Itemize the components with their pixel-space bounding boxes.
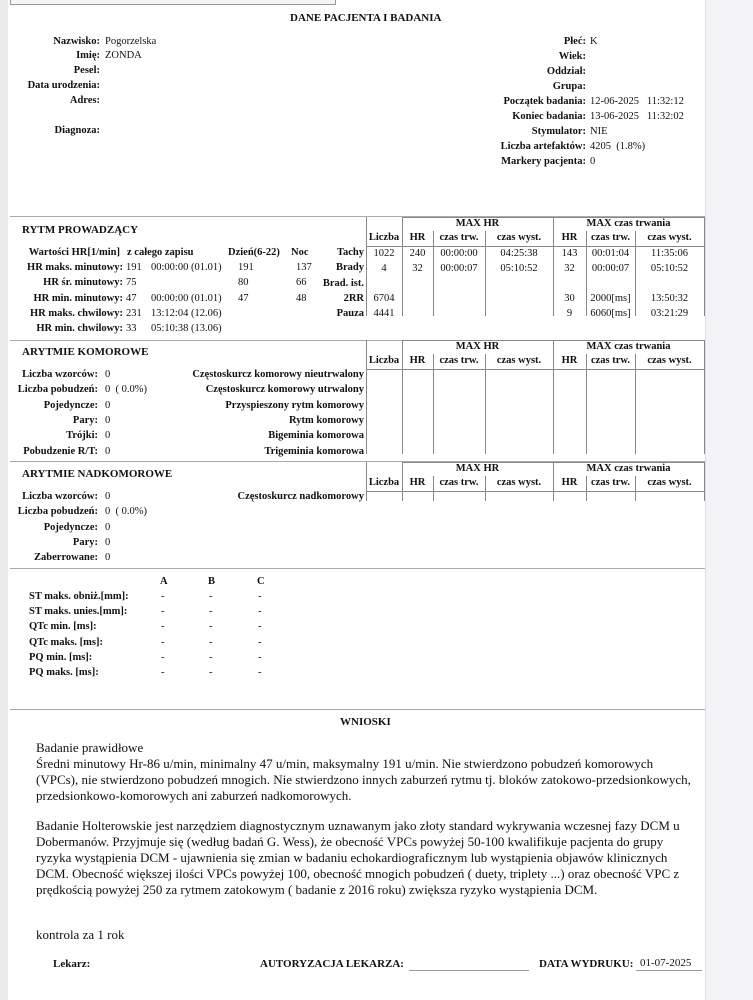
event-name: Częstoskurcz komorowy utrwalony (205, 384, 364, 396)
lead-header: C (257, 576, 265, 587)
column-header-hr: HR (409, 355, 426, 366)
arrhythmia-label: Liczba pobudzeń: (17, 384, 98, 396)
hr-value: 33 (126, 323, 137, 335)
grid-line (704, 462, 705, 501)
event-cell-liczba: 1022 (373, 248, 395, 259)
arrhythmia-label: Liczba wzorców: (22, 491, 98, 502)
column-header-hr: HR (561, 477, 578, 488)
study-field-value: 12-06-2025 11:32:12 (590, 96, 684, 107)
st-value: - (258, 667, 262, 678)
grid-line (366, 369, 704, 370)
event-cell-czas-wyst: 04:25:38 (500, 248, 538, 259)
event-name: Pauza (336, 308, 364, 320)
patient-field-label: Diagnoza: (54, 125, 100, 136)
st-value: - (258, 591, 262, 602)
conclusion-paragraph-2: Badanie Holterowskie jest narzędziem diagnostycznym uznawanym jako złoty standard wykrywania wczesnej fazy DCM u Dobermanów. Przyjmuje się (według badań G. Wess), że obecność VPCs powyżej 50-100 kwalifikuje pacjenta do grupy ryzyka wystąpienia DCM - ujawnienia się zmian w badaniu echokardiograficznym lub wystąpienia objawów klinicznych DCM. Obecność większej ilości VPCs powyżej 100, obecność mnogich pobudzeń ( duety, triplety ...) oraz obecność VPC z prędkością powyżej 250 za rytmem zatokowym ( badanie z 2016 roku) zwiększa ryzyko wystąpienia DCM. (36, 818, 680, 897)
st-row-label: QTc min. [ms]: (29, 621, 97, 633)
study-field-label: Koniec badania: (512, 111, 586, 122)
arrhythmia-label: Zaberrowane: (34, 552, 98, 564)
event-cell-czas-wyst2: 05:10:52 (650, 263, 689, 274)
arrhythmia-label: Liczba pobudzeń: (17, 506, 98, 518)
st-row-label: PQ maks. [ms]: (29, 667, 99, 678)
data-wydruku-label: DATA WYDRUKU: (539, 958, 634, 970)
st-value: - (258, 636, 262, 648)
study-field-value: 4205 (1.8%) (590, 141, 646, 152)
data-wydruku-value: 01-07-2025 (640, 957, 692, 969)
hr-night: 137 (296, 262, 312, 273)
column-header-liczba: Liczba (368, 355, 400, 366)
arrhythmia-value: 0 (105, 491, 111, 502)
st-value: - (161, 667, 165, 678)
hr-row-label: HR maks. chwilowy: (29, 307, 123, 319)
column-header-czas-trw: czas trw. (439, 477, 479, 488)
study-field-label: Wiek: (558, 51, 586, 62)
column-header-hr: HR (409, 232, 426, 243)
arrhythmia-value: 0 (105, 552, 111, 564)
hr-value: 231 (126, 307, 142, 319)
hr-time: 00:00:00 (01.01) (151, 262, 222, 273)
event-name: Brad. ist. (322, 277, 364, 289)
study-field-value: K (590, 36, 598, 47)
conclusion-line1: Badanie prawidłowe (36, 740, 144, 755)
hr-time: 13:12:04 (12.06) (151, 307, 222, 319)
section-heading-komorowe: ARYTMIE KOMOROWE (22, 346, 149, 358)
st-value: - (161, 621, 165, 633)
event-name: Brady (335, 262, 364, 274)
column-header-czas-wyst: czas wyst. (496, 477, 542, 488)
patient-field-value: Pogorzelska (105, 36, 157, 47)
event-cell-czas-trw: 00:00:07 (440, 263, 478, 274)
event-cell-czas-trw2: 2000[ms] (590, 293, 631, 304)
column-header-liczba: Liczba (368, 477, 400, 488)
hr-day: 191 (238, 262, 254, 273)
max-duration-header: MAX czas trwania (586, 341, 671, 352)
event-cell-czas-wyst2: 03:21:29 (650, 308, 689, 319)
arrhythmia-value: 0 (105, 536, 111, 548)
event-name: Przyspieszony rytm komorowy (225, 399, 364, 411)
study-field-label: Liczba artefaktów: (500, 141, 586, 152)
study-field-label: Markery pacjenta: (501, 156, 586, 167)
grid-line (704, 217, 705, 316)
st-row-label: PQ min. [ms]: (29, 651, 93, 663)
hr-day: 80 (238, 277, 249, 289)
arrhythmia-label: Pary: (72, 414, 98, 426)
hr-night: 66 (296, 277, 307, 289)
arrhythmia-label: Pary: (72, 536, 98, 548)
event-cell-hr: 240 (409, 248, 426, 259)
event-cell-czas-trw: 00:00:00 (440, 248, 478, 259)
max-hr-header: MAX HR (455, 218, 500, 229)
event-cell-liczba: 4 (381, 263, 387, 274)
arrhythmia-label: Trójki: (66, 430, 98, 442)
arrhythmia-value: 0 ( 0.0%) (105, 506, 147, 518)
autoryzacja-label: AUTORYZACJA LEKARZA: (260, 958, 404, 970)
event-cell-czas-trw2: 00:01:04 (591, 248, 630, 259)
arrhythmia-label: Liczba wzorców: (22, 369, 98, 380)
column-header-czas-wyst: czas wyst. (647, 355, 692, 366)
st-value: - (209, 651, 213, 663)
column-header-czas-trw: czas trw. (439, 232, 479, 243)
study-field-label: Grupa: (552, 81, 586, 92)
st-value: - (209, 621, 213, 633)
study-field-label: Płeć: (563, 36, 586, 47)
date-underline (636, 970, 702, 971)
column-header-czas-wyst: czas wyst. (647, 477, 692, 488)
patient-field-label: Adres: (69, 95, 100, 106)
study-field-label: Początek badania: (503, 96, 586, 107)
column-header-czas-trw: czas trw. (590, 355, 631, 366)
event-cell-czas-wyst2: 11:35:06 (651, 248, 688, 259)
event-name: Częstoskurcz komorowy nieutrwalony (192, 369, 364, 380)
patient-field-label: Imię: (76, 50, 100, 61)
grid-line (704, 340, 705, 454)
column-header-hr: HR (561, 355, 578, 366)
column-header-liczba: Liczba (368, 232, 400, 243)
event-cell-czas-trw2: 6060[ms] (590, 308, 631, 319)
column-header-czas-wyst: czas wyst. (647, 232, 692, 243)
st-row-label: QTc maks. [ms]: (29, 636, 103, 648)
arrhythmia-value: 0 (105, 445, 111, 457)
lead-header: A (160, 576, 168, 587)
hr-row-label: HR min. chwilowy: (36, 323, 123, 335)
col-header: Noc (291, 247, 309, 258)
col-header: Wartości HR[1/min] (28, 247, 120, 258)
event-name: Bigeminia komorowa (268, 430, 364, 442)
arrhythmia-value: 0 (105, 430, 111, 442)
grid-line (366, 491, 704, 492)
column-header-czas-wyst: czas wyst. (496, 355, 542, 366)
hr-day: 47 (238, 292, 249, 304)
event-cell-czas-wyst: 05:10:52 (500, 263, 538, 274)
event-name: Rytm komorowy (289, 414, 364, 426)
study-field-label: Oddział: (546, 66, 586, 77)
event-cell-hr2: 9 (566, 308, 573, 319)
col-header: z całego zapisu (127, 247, 194, 258)
event-cell-hr2: 143 (561, 248, 578, 259)
max-hr-header: MAX HR (455, 463, 500, 474)
st-value: - (161, 651, 165, 663)
st-row-label: ST maks. obniż.[mm]: (29, 591, 129, 602)
event-name: Tachy (336, 247, 364, 258)
hr-row-label: HR maks. minutowy: (27, 262, 123, 273)
patient-field-label: Nazwisko: (53, 36, 100, 47)
st-value: - (209, 667, 213, 678)
event-name: 2RR (343, 292, 364, 304)
column-header-czas-wyst: czas wyst. (496, 232, 542, 243)
hr-time: 00:00:00 (01.01) (151, 292, 222, 304)
st-value: - (161, 591, 165, 602)
divider (10, 709, 705, 710)
hr-value: 47 (126, 292, 137, 304)
column-header-hr: HR (409, 477, 426, 488)
event-cell-liczba: 4441 (373, 308, 395, 319)
arrhythmia-value: 0 (105, 521, 111, 533)
st-row-label: ST maks. unies.[mm]: (29, 606, 128, 618)
study-field-label: Stymulator: (531, 126, 586, 137)
st-value: - (258, 606, 262, 618)
grid-line (366, 246, 704, 247)
top-frame (10, 0, 336, 5)
arrhythmia-value: 0 (105, 399, 111, 411)
viewer-scroll-gutter[interactable] (705, 0, 753, 1000)
section-heading-nadkomorowe: ARYTMIE NADKOMOROWE (22, 468, 173, 480)
arrhythmia-value: 0 ( 0.0%) (105, 384, 147, 396)
conclusion-paragraph-1: Średni minutowy Hr-86 u/min, minimalny 47 u/min, maksymalny 191 u/min. Nie stwierdzono pobudzeń komorowych (VPCs), nie stwierdzono pobudzeń mnogich. Nie stwierdzono innych zaburzeń rytmu tj. bloków zatokowo-przedsionkowych, przedsionkowo-komorowych ani zaburzeń nadkomorowych. (36, 756, 691, 803)
st-value: - (258, 621, 262, 633)
divider (10, 568, 705, 569)
max-hr-header: MAX HR (455, 341, 500, 352)
event-name: Trigeminia komorowa (264, 445, 364, 457)
arrhythmia-label: Pobudzenie R/T: (23, 445, 98, 457)
arrhythmia-value: 0 (105, 369, 111, 380)
study-field-value: 13-06-2025 11:32:02 (590, 111, 684, 122)
event-cell-liczba: 6704 (373, 293, 395, 304)
column-header-czas-trw: czas trw. (439, 355, 479, 366)
patient-field-label: Pesel: (73, 65, 100, 76)
section-heading-rytm: RYTM PROWADZĄCY (22, 224, 139, 236)
st-value: - (209, 591, 213, 602)
hr-value: 191 (126, 262, 142, 273)
max-duration-header: MAX czas trwania (586, 218, 671, 229)
patient-field-value: ZONDA (105, 50, 142, 61)
event-cell-czas-wyst2: 13:50:32 (650, 293, 689, 304)
event-cell-czas-trw2: 00:00:07 (591, 263, 630, 274)
study-field-value: NIE (590, 126, 608, 137)
hr-time: 05:10:38 (13.06) (151, 323, 222, 335)
conclusion-paragraph-3: kontrola za 1 rok (36, 927, 125, 942)
st-value: - (161, 606, 165, 618)
event-name: Częstoskurcz nadkomorowy (237, 491, 364, 502)
st-value: - (209, 606, 213, 618)
st-value: - (161, 636, 165, 648)
hr-row-label: HR min. minutowy: (33, 292, 123, 304)
arrhythmia-label: Pojedyncze: (43, 521, 98, 533)
page-title: DANE PACJENTA I BADANIA (290, 12, 442, 24)
event-cell-hr2: 30 (564, 293, 575, 304)
arrhythmia-label: Pojedyncze: (43, 399, 98, 411)
st-value: - (209, 636, 213, 648)
hr-value: 75 (126, 277, 137, 289)
max-duration-header: MAX czas trwania (586, 463, 671, 474)
signature-line (409, 970, 529, 971)
study-field-value: 0 (590, 156, 596, 167)
event-cell-hr2: 32 (564, 263, 575, 274)
col-header: Dzień(6-22) (228, 247, 280, 258)
section-heading-wnioski: WNIOSKI (340, 716, 391, 728)
st-value: - (258, 651, 262, 663)
event-cell-hr: 32 (412, 263, 423, 274)
patient-field-label: Data urodzenia: (27, 80, 100, 91)
lead-header: B (208, 576, 216, 587)
column-header-czas-trw: czas trw. (590, 477, 631, 488)
hr-row-label: HR śr. minutowy: (43, 277, 123, 289)
column-header-czas-trw: czas trw. (590, 232, 631, 243)
column-header-hr: HR (561, 232, 578, 243)
lekarz-label: Lekarz: (53, 958, 91, 970)
arrhythmia-value: 0 (105, 414, 111, 426)
hr-night: 48 (296, 292, 307, 304)
